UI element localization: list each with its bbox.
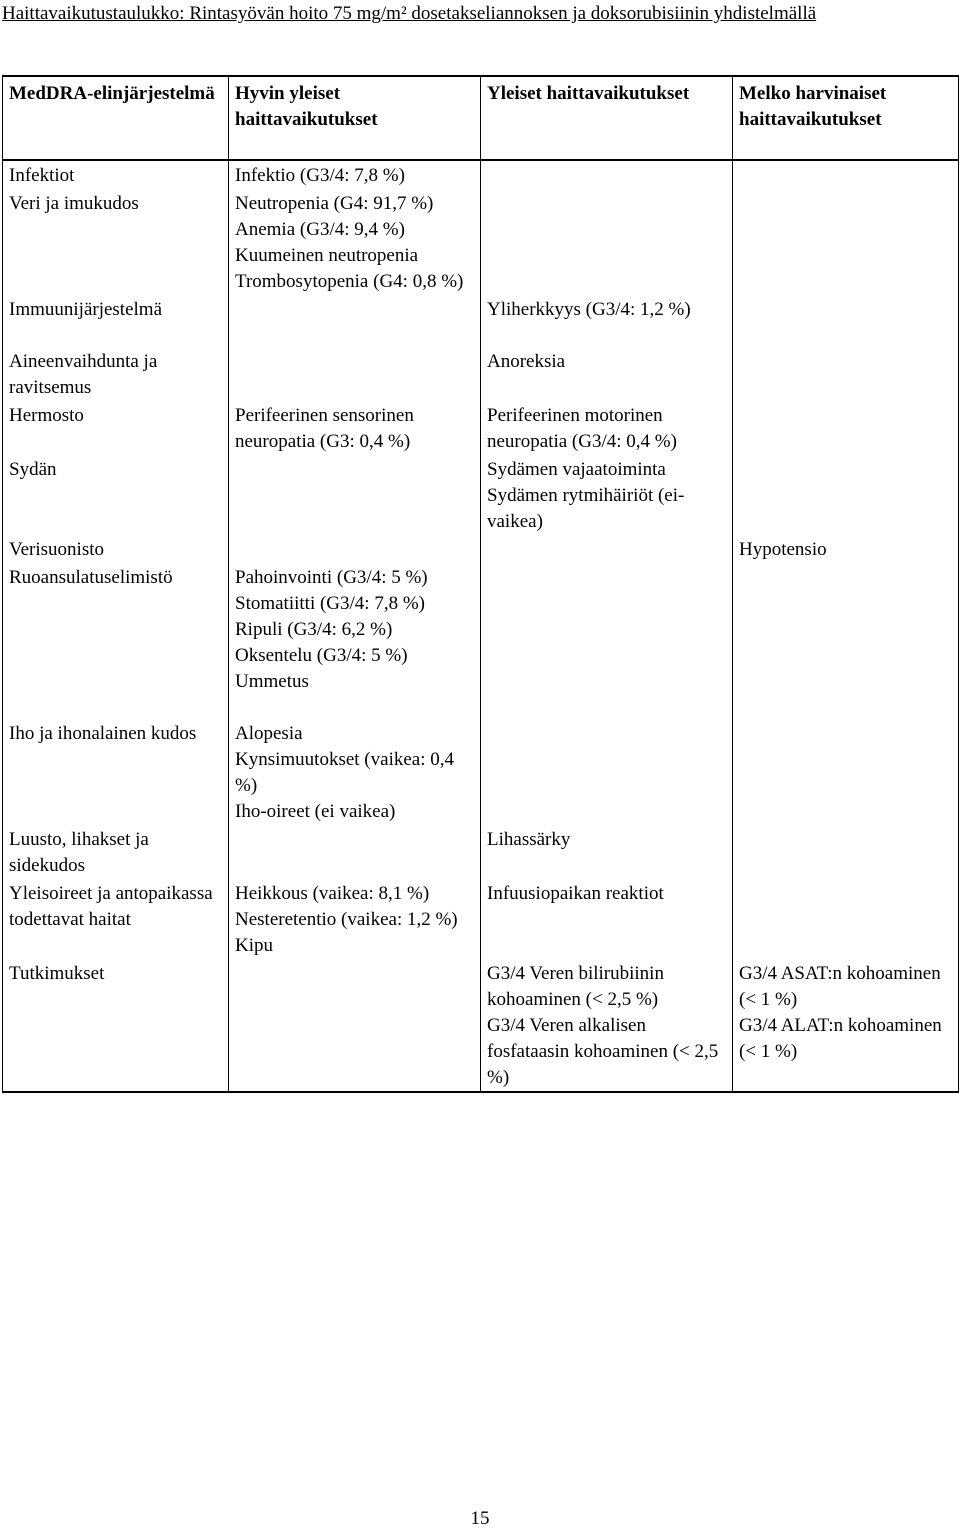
very-common-cell [229, 563, 481, 719]
uncommon-cell [733, 401, 959, 455]
table-row [3, 189, 959, 295]
organ-class-cell: Yleisoireet ja antopaikassa todettavat haitat [3, 879, 229, 959]
reaction-entry: Perifeerinen motorinen neuropatia (G3/4: 0,4 %) [487, 405, 677, 452]
uncommon-cell [733, 189, 959, 295]
table-row [3, 295, 959, 347]
reaction-entry: Anemia (G3/4: 9,4 %) [235, 219, 405, 240]
organ-class-cell: Tutkimukset [3, 959, 229, 1092]
table-row [3, 347, 959, 401]
reaction-entry: Heikkous (vaikea: 8,1 %) [235, 883, 430, 904]
reaction-entry: Stomatiitti (G3/4: 7,8 %) [235, 593, 425, 614]
reaction-entry: Hypotensio [739, 539, 827, 560]
very-common-cell [229, 719, 481, 825]
header-organ-class: MedDRA-elinjärjestelmä [3, 76, 229, 160]
reaction-entry: Sydämen vajaatoiminta [487, 459, 666, 480]
uncommon-cell [733, 160, 959, 189]
reaction-entry: Nesteretentio (vaikea: 1,2 %) [235, 909, 458, 930]
page-number: 15 [470, 1508, 490, 1529]
very-common-cell [229, 455, 481, 535]
very-common-cell [229, 347, 481, 401]
reaction-entry: Infektio (G3/4: 7,8 %) [235, 165, 405, 186]
uncommon-cell [733, 347, 959, 401]
header-uncommon: Melko harvinaiset haittavaikutukset [733, 76, 959, 160]
adverse-reactions-table [2, 75, 959, 1093]
reaction-entry: G3/4 Veren alkalisen fosfataasin kohoaminen (< 2,5 %) [487, 1015, 719, 1088]
common-cell [481, 825, 733, 879]
common-cell [481, 347, 733, 401]
reaction-entry: Alopesia [235, 723, 303, 744]
common-cell [481, 455, 733, 535]
very-common-cell [229, 535, 481, 563]
common-cell [481, 959, 733, 1092]
table-row [3, 563, 959, 719]
organ-class-cell: Sydän [3, 455, 229, 535]
reaction-entry: Sydämen rytmihäiriöt (ei-vaikea) [487, 485, 685, 532]
table-row [3, 535, 959, 563]
table-header-row [3, 76, 959, 160]
reaction-entry: Pahoinvointi (G3/4: 5 %) [235, 567, 428, 588]
reaction-entry: Anoreksia [487, 351, 566, 372]
uncommon-cell [733, 295, 959, 347]
reaction-entry: Neutropenia (G4: 91,7 %) [235, 193, 434, 214]
reaction-entry: Ummetus [235, 671, 309, 692]
very-common-cell [229, 825, 481, 879]
reaction-entry: Yliherkkyys (G3/4: 1,2 %) [487, 299, 691, 320]
table-body [3, 160, 959, 1092]
organ-class-cell: Hermosto [3, 401, 229, 455]
header-very-common: Hyvin yleiset haittavaikutukset [229, 76, 481, 160]
reaction-entry: Lihassärky [487, 829, 571, 850]
very-common-cell [229, 959, 481, 1092]
reaction-entry: Oksentelu (G3/4: 5 %) [235, 645, 408, 666]
table-row [3, 455, 959, 535]
organ-class-cell: Aineenvaihdunta ja ravitsemus [3, 347, 229, 401]
very-common-cell [229, 401, 481, 455]
reaction-entry: G3/4 ASAT:n kohoaminen (< 1 %) [739, 963, 941, 1010]
reaction-entry: Kuumeinen neutropenia [235, 245, 419, 266]
uncommon-cell [733, 563, 959, 719]
very-common-cell [229, 295, 481, 347]
reaction-entry: Trombosytopenia (G4: 0,8 %) [235, 271, 464, 292]
organ-class-cell: Immuunijärjestelmä [3, 295, 229, 347]
common-cell [481, 879, 733, 959]
reaction-entry: G3/4 ALAT:n kohoaminen (< 1 %) [739, 1015, 942, 1062]
uncommon-cell [733, 719, 959, 825]
uncommon-cell [733, 879, 959, 959]
uncommon-cell [733, 825, 959, 879]
table-row [3, 825, 959, 879]
reaction-entry: Kynsimuutokset (vaikea: 0,4 %) [235, 749, 454, 796]
common-cell [481, 535, 733, 563]
common-cell [481, 160, 733, 189]
table-row [3, 401, 959, 455]
organ-class-cell: Iho ja ihonalainen kudos [3, 719, 229, 825]
table-row [3, 719, 959, 825]
reaction-entry: Ripuli (G3/4: 6,2 %) [235, 619, 393, 640]
uncommon-cell [733, 535, 959, 563]
common-cell [481, 401, 733, 455]
table-row [3, 959, 959, 1092]
organ-class-cell: Ruoansulatuselimistö [3, 563, 229, 719]
reaction-entry: Kipu [235, 935, 273, 956]
very-common-cell [229, 189, 481, 295]
header-common: Yleiset haittavaikutukset [481, 76, 733, 160]
very-common-cell [229, 879, 481, 959]
table-caption: Haittavaikutustaulukko: Rintasyövän hoito 75 mg/m² dosetakseliannoksen ja doksorubisiinin yhdistelmällä [2, 3, 817, 24]
reaction-entry: Iho-oireet (ei vaikea) [235, 801, 396, 822]
table-row [3, 879, 959, 959]
reaction-entry: G3/4 Veren bilirubiinin kohoaminen (< 2,5 %) [487, 963, 664, 1010]
common-cell [481, 295, 733, 347]
common-cell [481, 189, 733, 295]
organ-class-cell: Luusto, lihakset ja sidekudos [3, 825, 229, 879]
organ-class-cell: Veri ja imukudos [3, 189, 229, 295]
organ-class-cell: Verisuonisto [3, 535, 229, 563]
very-common-cell [229, 160, 481, 189]
reaction-entry: Infuusiopaikan reaktiot [487, 883, 664, 904]
reaction-entry: Perifeerinen sensorinen neuropatia (G3: 0,4 %) [235, 405, 414, 452]
uncommon-cell [733, 959, 959, 1092]
uncommon-cell [733, 455, 959, 535]
common-cell [481, 563, 733, 719]
table-row [3, 160, 959, 189]
common-cell [481, 719, 733, 825]
organ-class-cell: Infektiot [3, 160, 229, 189]
